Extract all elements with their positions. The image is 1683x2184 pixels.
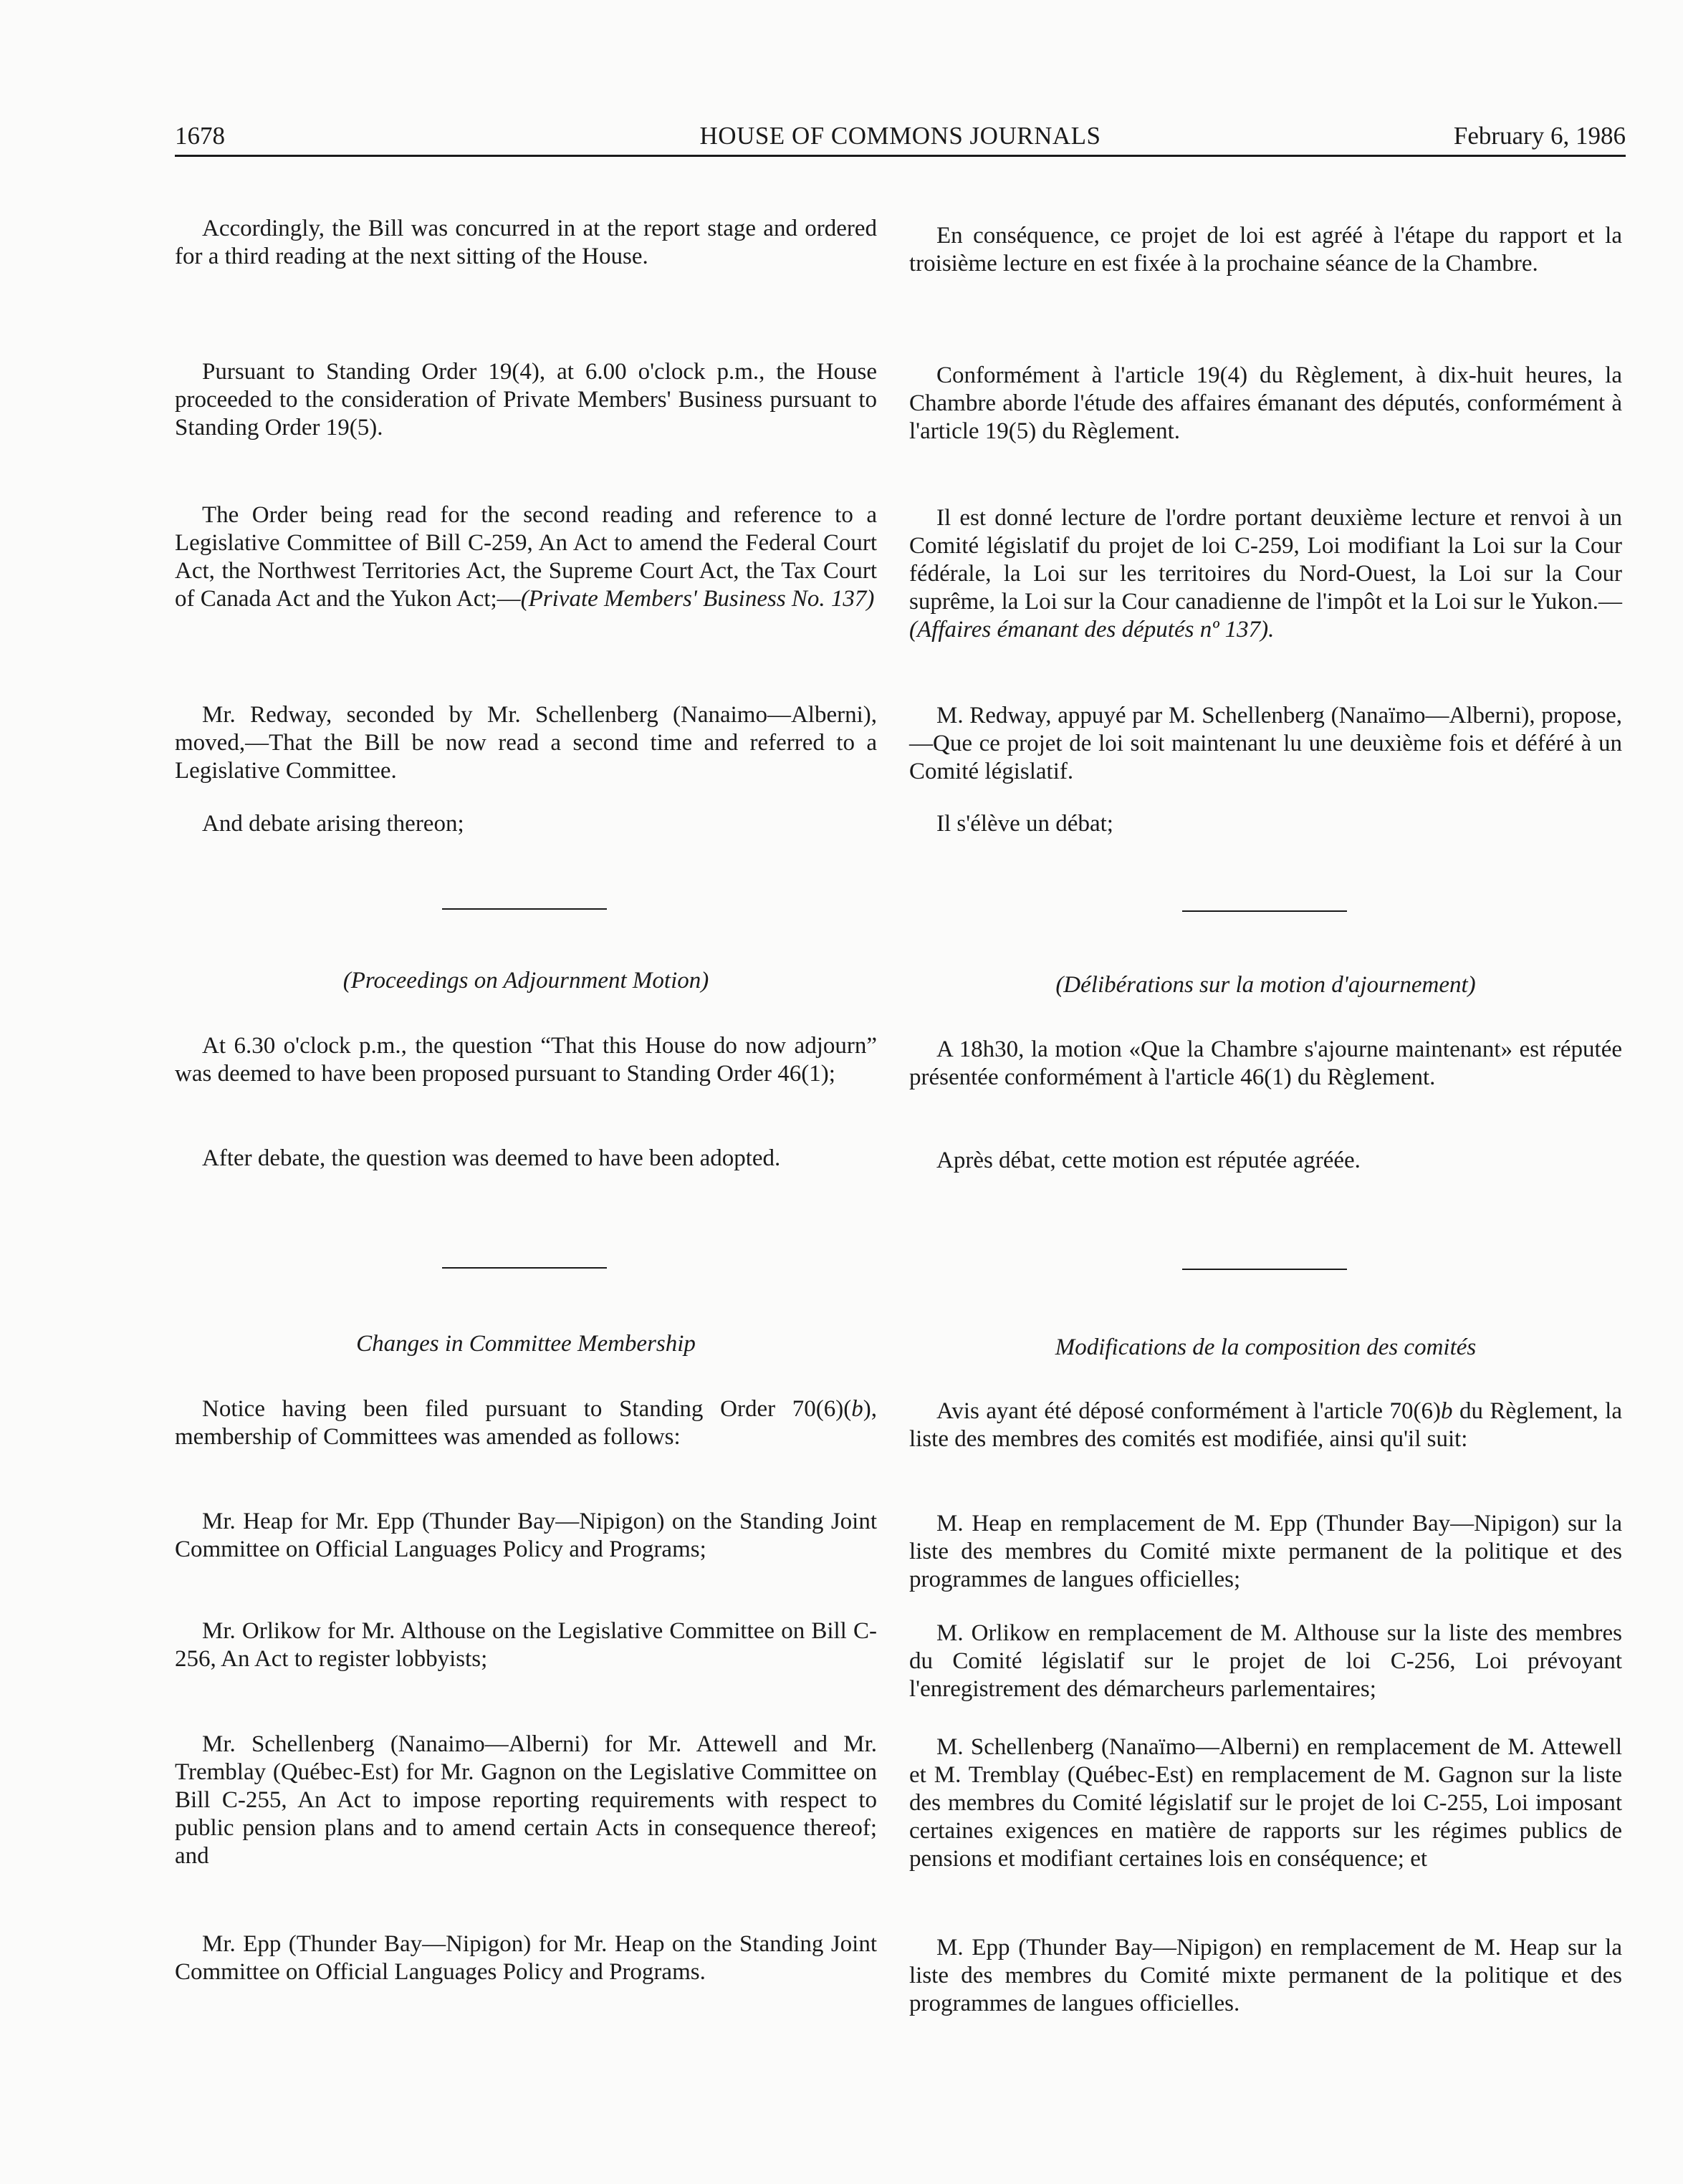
fr-separator-2 (1182, 1269, 1347, 1270)
fr-paragraph-adjourn-question: A 18h30, la motion «Que la Chambre s'ajourne maintenant» est réputée présentée conformément à l'article 46(1) du Règlement. (909, 1036, 1622, 1090)
fr-membership-heap: M. Heap en remplacement de M. Epp (Thunder Bay—Nipigon) sur la liste des membres du Comité mixte permanent de la politique et des programmes de langues officielles; (909, 1511, 1622, 1592)
running-head (175, 116, 1626, 156)
fr-membership-orlikow: M. Orlikow en remplacement de M. Althouse sur la liste des membres du Comité législatif sur le projet de loi C-256, Loi prévoyant l'enregistrement des démarcheurs parlementaires; (909, 1620, 1622, 1702)
fr-membership-schellenberg: M. Schellenberg (Nanaïmo—Alberni) en remplacement de M. Attewell et M. Tremblay (Québec-Est) en remplacement de M. Gagnon sur la liste des membres du Comité législatif sur le projet de loi C-255, Loi imposant certaines exigences en matière de rapports sur les régimes publics de pensions et modifiant certaines lois en conséquence; et (909, 1734, 1622, 1872)
fr-heading-committee-membership: Modifications de la composition des comités (1055, 1334, 1477, 1360)
fr-paragraph-order-read (909, 504, 1622, 644)
page-number: 1678 (175, 122, 225, 150)
fr-paragraph-notice: Avis ayant été déposé conformément à l'article 70(6)b du Règlement, la liste des membres des comités est modifiée, ainsi qu'il suit: (909, 1398, 1622, 1452)
fr-paragraph-report-stage: En conséquence, ce projet de loi est agréé à l'étape du rapport et la troisième lecture en est fixée à la prochaine séance de la Chambre. (909, 223, 1622, 276)
en-order-text: The Order being read for the second reading and reference to a Legislative Committee of Bill C-259, An Act to amend the Federal Court Act, the Northwest Territories Act, the Supreme Court Act, the Tax Court of Canada Act and the Yukon Act;— (175, 502, 877, 612)
en-paragraph-adopted: After debate, the question was deemed to have been adopted. (202, 1145, 781, 1171)
fr-paragraph-motion: M. Redway, appuyé par M. Schellenberg (Nanaïmo—Alberni), propose,—Que ce projet de loi soit maintenant lu une deuxième fois et déféré à un Comité législatif. (909, 703, 1622, 784)
fr-separator-1 (1182, 910, 1347, 912)
en-separator-2 (442, 1267, 607, 1269)
en-paragraph-adjourn-question: At 6.30 o'clock p.m., the question “That this House do now adjourn” was deemed to have been proposed pursuant to Standing Order 46(1); (175, 1033, 877, 1087)
en-paragraph-private-members: Pursuant to Standing Order 19(4), at 6.00 o'clock p.m., the House proceeded to the consideration of Private Members' Business pursuant to Standing Order 19(5). (175, 359, 877, 441)
fr-heading-adjournment: (Délibérations sur la motion d'ajournement) (1055, 972, 1476, 998)
en-membership-orlikow: Mr. Orlikow for Mr. Althouse on the Legislative Committee on Bill C-256, An Act to register lobbyists; (175, 1618, 877, 1672)
en-paragraph-notice: Notice having been filed pursuant to Standing Order 70(6)(b), membership of Committees was amended as follows: (175, 1396, 877, 1450)
en-heading-adjournment: (Proceedings on Adjournment Motion) (342, 968, 709, 994)
en-paragraph-debate: And debate arising thereon; (202, 811, 464, 837)
fr-paragraph-adopted: Après débat, cette motion est réputée agréée. (936, 1148, 1361, 1173)
en-paragraph-report-stage: Accordingly, the Bill was concurred in at the report stage and ordered for a third reading at the next sitting of the House. (175, 216, 877, 269)
fr-membership-epp: M. Epp (Thunder Bay—Nipigon) en remplacement de M. Heap sur la liste des membres du Comité mixte permanent de la politique et des programmes de langues officielles. (909, 1935, 1622, 2016)
en-paragraph-order-read (175, 501, 877, 613)
en-heading-committee-membership: Changes in Committee Membership (356, 1331, 696, 1357)
header-rule (175, 155, 1626, 157)
en-membership-schellenberg: Mr. Schellenberg (Nanaimo—Alberni) for Mr. Attewell and Mr. Tremblay (Québec-Est) for Mr. Gagnon on the Legislative Committee on Bill C-255, An Act to impose reporting requirements with respect to public pension plans and to amend certain Acts in consequence thereof; and (175, 1731, 877, 1869)
en-membership-epp: Mr. Epp (Thunder Bay—Nipigon) for Mr. Heap on the Standing Joint Committee on Official Languages Policy and Programs. (175, 1931, 877, 1985)
en-membership-heap: Mr. Heap for Mr. Epp (Thunder Bay—Nipigon) on the Standing Joint Committee on Official Languages Policy and Programs; (175, 1509, 877, 1562)
journal-title: HOUSE OF COMMONS JOURNALS (699, 122, 1101, 150)
fr-order-text: Il est donné lecture de l'ordre portant deuxième lecture et renvoi à un Comité législatif du projet de loi C-259, Loi modifiant la Loi sur la Cour fédérale, la Loi sur les territoires du Nord-Ouest, la Loi sur la Cour suprême, la Loi sur la Cour canadienne de l'impôt et la Loi sur le Yukon.— (909, 505, 1622, 615)
fr-paragraph-debate: Il s'élève un débat; (936, 811, 1113, 837)
en-paragraph-motion: Mr. Redway, seconded by Mr. Schellenberg (Nanaimo—Alberni), moved,—That the Bill be now read a second time and referred to a Legislative Committee. (175, 702, 877, 784)
en-order-reference: (Private Members' Business No. 137) (520, 586, 875, 612)
en-separator-1 (442, 908, 607, 910)
page-date: February 6, 1986 (1453, 122, 1626, 150)
fr-paragraph-private-members: Conformément à l'article 19(4) du Règlement, à dix-huit heures, la Chambre aborde l'étude des affaires émanant des députés, conformément à l'article 19(5) du Règlement. (909, 362, 1622, 444)
fr-order-reference: (Affaires émanant des députés nº 137). (909, 617, 1275, 643)
